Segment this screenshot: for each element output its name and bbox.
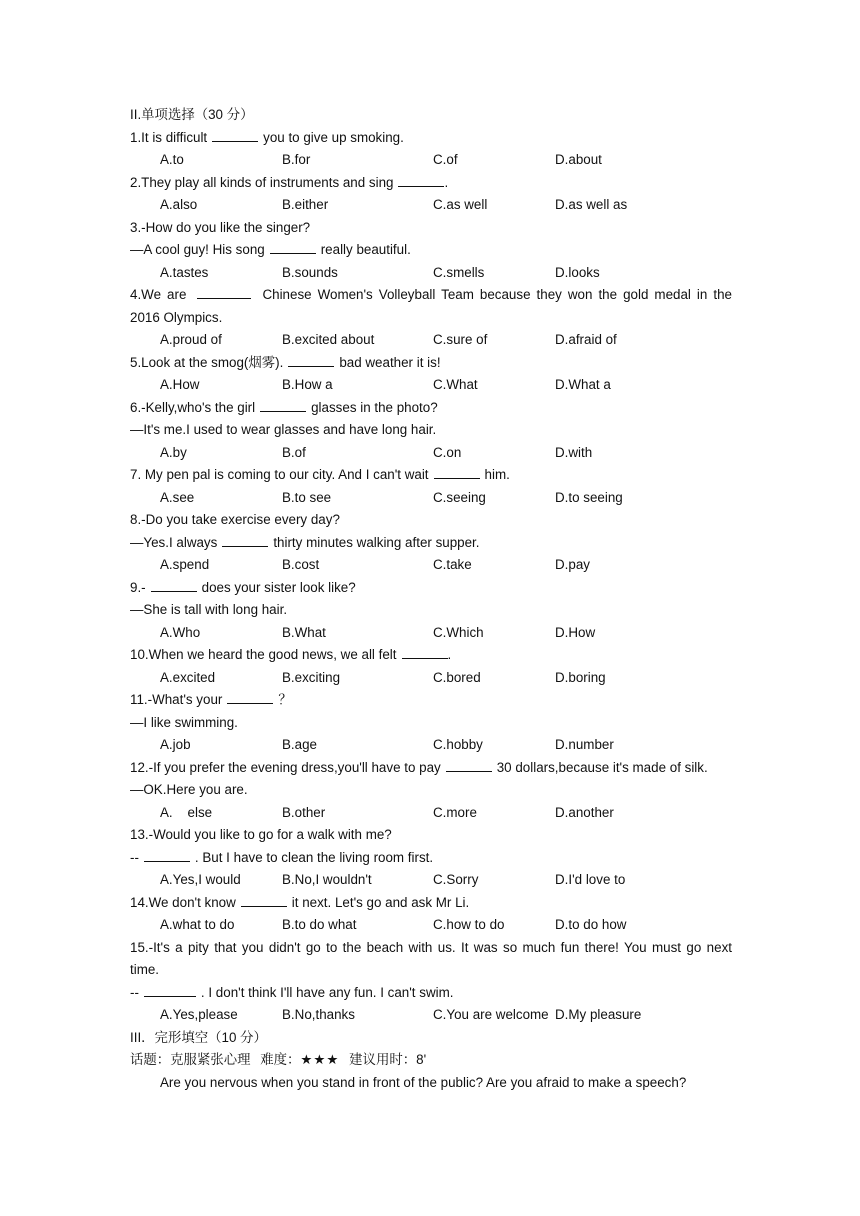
options-10	[130, 667, 732, 690]
option-a: A.also	[160, 197, 198, 212]
question-text: . But I have to clean the living room first.	[194, 849, 434, 865]
answer-blank	[197, 284, 251, 299]
options-14	[130, 914, 732, 937]
answer-blank	[212, 127, 258, 142]
answer-blank	[398, 172, 444, 187]
option-c: C.on	[433, 444, 462, 460]
options-4	[130, 329, 732, 352]
section-heading: III．完形填空（10 分）	[130, 1029, 267, 1045]
question-6-reply: —It's me.I used to wear glasses and have long hair.	[130, 422, 437, 437]
question-text: bad weather it is!	[339, 354, 441, 370]
difficulty-label: 难度：	[260, 1052, 301, 1067]
option-d: D.boring	[555, 669, 606, 685]
option-d: D.looks	[555, 264, 600, 280]
exam-content	[130, 104, 732, 1094]
question-text: .	[444, 174, 449, 190]
question-text: 6.-Kelly,who's the girl	[130, 399, 256, 415]
options-13	[130, 869, 732, 892]
option-b: B.other	[282, 804, 326, 820]
question-4	[130, 284, 732, 307]
answer-blank	[222, 532, 268, 547]
option-d: D.afraid of	[555, 332, 617, 347]
question-text: thirty minutes walking after supper.	[273, 534, 480, 550]
option-c: C.how to do	[433, 917, 505, 932]
option-a: A.see	[160, 489, 195, 505]
question-11	[130, 689, 732, 712]
option-c: C.Which	[433, 624, 484, 640]
options-6	[130, 442, 732, 465]
option-a: A. else	[160, 804, 213, 820]
option-c: C.smells	[433, 264, 485, 280]
options-8	[130, 554, 732, 577]
time-label: 建议用时：8'	[349, 1052, 427, 1067]
question-6	[130, 397, 732, 420]
option-d: D.with	[555, 444, 593, 460]
option-b: B.either	[282, 197, 329, 212]
option-d: D.How	[555, 624, 596, 640]
question-text: —Yes.I always	[130, 534, 218, 550]
option-d: D.What a	[555, 377, 611, 392]
question-15-cont: time.	[130, 962, 160, 977]
option-a: A.excited	[160, 669, 216, 685]
option-c: C.You are welcome	[433, 1007, 549, 1022]
option-a: A.Yes,I would	[160, 872, 241, 887]
question-text: .	[447, 647, 452, 662]
option-a: A.by	[160, 444, 187, 460]
question-3: 3.-How do you like the singer?	[130, 219, 311, 235]
option-b: B.excited about	[282, 332, 375, 347]
option-d: D.to seeing	[555, 489, 623, 505]
option-d: D.pay	[555, 557, 590, 572]
option-d: D.to do how	[555, 917, 627, 932]
option-d: D.about	[555, 152, 602, 167]
option-c: C.seeing	[433, 489, 486, 505]
option-c: C.take	[433, 557, 472, 572]
option-c: C.bored	[433, 669, 481, 685]
answer-blank	[434, 464, 480, 479]
question-15-reply	[130, 982, 732, 1005]
question-2	[130, 172, 732, 195]
options-2	[130, 194, 732, 217]
question-text: 5.Look at the smog(烟雾).	[130, 354, 284, 370]
question-10	[130, 644, 732, 667]
options-15	[130, 1004, 732, 1027]
question-text: ？	[278, 692, 292, 707]
option-c: C.hobby	[433, 737, 483, 752]
question-14	[130, 892, 732, 915]
option-d: D.I'd love to	[555, 872, 626, 887]
option-a: A.Who	[160, 624, 201, 640]
question-text: —A cool guy! His song	[130, 242, 265, 257]
option-b: B.exciting	[282, 669, 341, 685]
question-13: 13.-Would you like to go for a walk with me?	[130, 827, 392, 842]
answer-blank	[241, 892, 287, 907]
answer-blank	[227, 689, 273, 704]
options-9	[130, 622, 732, 645]
option-a: A.spend	[160, 557, 210, 572]
question-text: . I don't think I'll have any fun. I can't swim.	[200, 984, 454, 1000]
option-a: A.what to do	[160, 917, 235, 932]
answer-blank	[144, 847, 190, 862]
question-text: really beautiful.	[320, 242, 411, 257]
question-12	[130, 757, 732, 780]
option-d: D.as well as	[555, 197, 628, 212]
option-a: A.proud of	[160, 332, 222, 347]
question-text: 4.We are	[130, 287, 187, 302]
option-b: B.for	[282, 152, 311, 167]
question-text: glasses in the photo?	[311, 399, 438, 415]
question-13-reply	[130, 847, 732, 870]
option-b: B.How a	[282, 377, 333, 392]
option-b: B.of	[282, 444, 306, 460]
answer-blank	[288, 352, 334, 367]
question-text: does your sister look like?	[201, 579, 356, 595]
option-a: A.tastes	[160, 264, 209, 280]
option-b: B.cost	[282, 557, 320, 572]
difficulty-stars: ★★★	[300, 1052, 340, 1067]
passage-text: Are you nervous when you stand in front of the public? Are you afraid to make a speech?	[160, 1074, 687, 1090]
option-d: D.another	[555, 804, 614, 820]
question-15: 15.-It's a pity that you didn't go to the beach with us. It was so much fun there! You must go next	[130, 939, 732, 955]
question-1	[130, 127, 732, 150]
question-text: 2.They play all kinds of instruments and sing	[130, 174, 394, 190]
question-5	[130, 352, 732, 375]
answer-blank	[446, 757, 492, 772]
options-1	[130, 149, 732, 172]
options-5	[130, 374, 732, 397]
question-text: 7. My pen pal is coming to our city. And I can't wait	[130, 467, 429, 482]
question-text: him.	[484, 467, 510, 482]
option-b: B.No,thanks	[282, 1007, 355, 1022]
question-8: 8.-Do you take exercise every day?	[130, 512, 340, 527]
topic-label: 话题：克服紧张心理	[130, 1052, 251, 1067]
question-12-reply: —OK.Here you are.	[130, 782, 248, 797]
question-text: 12.-If you prefer the evening dress,you'll have to pay	[130, 759, 441, 775]
section-heading: II.单项选择（30 分）	[130, 107, 254, 122]
question-text: --	[130, 849, 139, 865]
option-c: C.of	[433, 152, 458, 167]
question-text: Chinese Women's Volleyball Team because they won the gold medal in the	[262, 287, 732, 302]
option-d: D.number	[555, 737, 614, 752]
options-11	[130, 734, 732, 757]
option-a: A.Yes,please	[160, 1007, 238, 1022]
question-text: 10.When we heard the good news, we all felt	[130, 647, 397, 662]
option-b: B.No,I wouldn't	[282, 872, 372, 887]
answer-blank	[270, 239, 316, 254]
question-11-reply: —I like swimming.	[130, 714, 238, 730]
option-d: D.My pleasure	[555, 1007, 642, 1022]
option-a: A.job	[160, 737, 191, 752]
options-7	[130, 487, 732, 510]
option-a: A.How	[160, 377, 200, 392]
question-4-cont: 2016 Olympics.	[130, 309, 223, 325]
option-c: C.What	[433, 377, 478, 392]
question-text: --	[130, 984, 139, 1000]
option-a: A.to	[160, 152, 184, 167]
question-9-reply: —She is tall with long hair.	[130, 602, 288, 617]
answer-blank	[144, 982, 196, 997]
question-text: 9.-	[130, 579, 146, 595]
answer-blank	[402, 644, 448, 659]
question-3-reply	[130, 239, 732, 262]
option-b: B.to see	[282, 489, 332, 505]
question-8-reply	[130, 532, 732, 555]
question-text: it next. Let's go and ask Mr Li.	[291, 894, 470, 910]
question-text: 30 dollars,because it's made of silk.	[496, 759, 708, 775]
option-c: C.sure of	[433, 332, 488, 347]
option-c: C.Sorry	[433, 872, 479, 887]
answer-blank	[151, 577, 197, 592]
option-b: B.age	[282, 737, 317, 752]
option-c: C.as well	[433, 197, 488, 212]
question-9	[130, 577, 732, 600]
topic-line	[130, 1049, 732, 1072]
question-text: you to give up smoking.	[263, 129, 404, 145]
question-text: 14.We don't know	[130, 894, 236, 910]
option-c: C.more	[433, 804, 477, 820]
question-text: 11.-What's your	[130, 692, 223, 707]
option-b: B.sounds	[282, 264, 338, 280]
answer-blank	[260, 397, 306, 412]
question-text: 1.It is difficult	[130, 129, 208, 145]
question-7	[130, 464, 732, 487]
options-3	[130, 262, 732, 285]
options-12	[130, 802, 732, 825]
option-b: B.to do what	[282, 917, 357, 932]
option-b: B.What	[282, 624, 326, 640]
